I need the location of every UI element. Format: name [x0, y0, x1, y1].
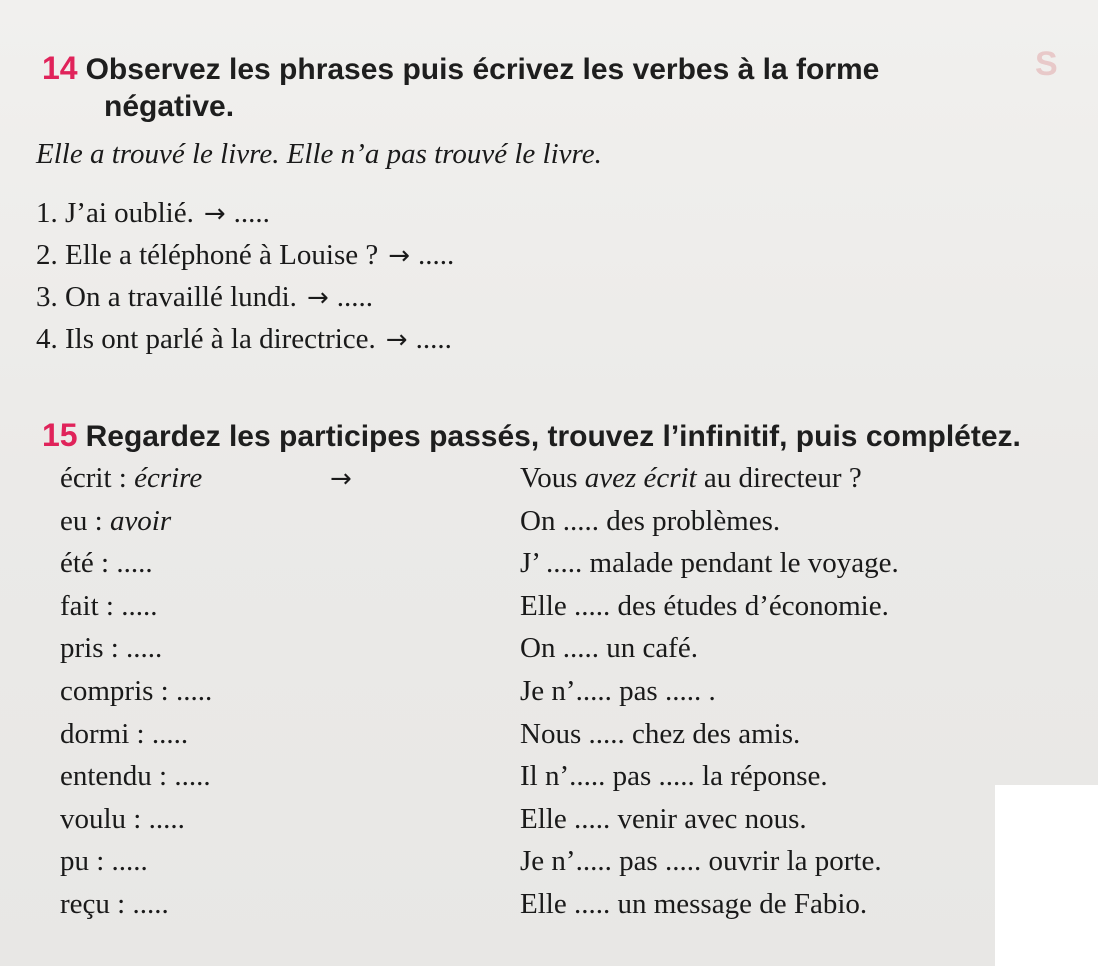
participle-text: voulu : .....	[60, 802, 185, 835]
exercise-14-item	[36, 239, 454, 272]
participle-cell	[60, 590, 157, 623]
participle-text: été : .....	[60, 547, 153, 580]
exercise-15-number: 15	[42, 417, 78, 453]
sentence-cell	[520, 675, 716, 708]
participle-cell	[60, 760, 211, 793]
show-through-decoration: S	[1035, 45, 1058, 83]
participle-text: écrit :	[60, 462, 135, 494]
arrow-icon: →	[306, 283, 329, 313]
sentence-cell	[520, 718, 800, 751]
participle-text: entendu : .....	[60, 760, 211, 793]
sentence-text: J’ ..... malade pendant le voyage.	[520, 547, 899, 580]
participle-text: reçu : .....	[60, 888, 169, 920]
sentence-text: Nous ..... chez des amis.	[520, 717, 801, 750]
sentence-text-end: au directeur ?	[696, 462, 862, 494]
answer-blank: .....	[336, 281, 373, 313]
sentence-text: On ..... des problèmes.	[520, 504, 781, 537]
participle-cell	[60, 632, 162, 665]
participle-text: compris : .....	[60, 675, 213, 707]
sentence-cell	[520, 462, 862, 495]
arrow-icon: →	[385, 325, 408, 355]
participle-cell	[60, 845, 148, 878]
arrow-icon: →	[203, 199, 226, 229]
sentence-cell	[520, 845, 882, 878]
participle-cell	[60, 718, 188, 751]
exercise-14-item-text: 4. Ils ont parlé à la directrice.	[36, 323, 376, 355]
sentence-text: On ..... un café.	[520, 632, 698, 665]
exercise-14-item-text: 2. Elle a téléphoné à Louise ?	[36, 239, 379, 271]
participle-cell	[60, 505, 171, 538]
participle-cell	[60, 803, 185, 836]
sentence-cell	[520, 632, 698, 665]
exercise-14-heading	[42, 50, 879, 125]
arrow-icon: →	[388, 241, 411, 271]
exercise-14-item	[36, 323, 452, 356]
sentence-text: Elle ..... des études d’économie.	[520, 589, 889, 622]
answer-blank: .....	[415, 323, 452, 355]
answer-blank: .....	[418, 239, 455, 271]
exercise-14-item-text: 1. J’ai oublié.	[36, 197, 194, 229]
exercise-14-number: 14	[42, 50, 78, 86]
exercise-14-item	[36, 281, 373, 314]
sentence-text: Elle ..... venir avec nous.	[520, 802, 807, 835]
participle-cell	[60, 547, 153, 580]
blank-paper-corner	[995, 785, 1098, 966]
sentence-cell	[520, 760, 828, 793]
exercise-15-heading	[42, 417, 1021, 455]
participle-cell	[60, 675, 212, 708]
sentence-cell	[520, 590, 889, 623]
sentence-cell	[520, 888, 867, 921]
sentence-verb-italic: avez écrit	[584, 462, 697, 494]
sentence-cell	[520, 547, 899, 580]
sentence-text: Elle ..... un message de Fabio.	[520, 888, 868, 920]
exercise-14-title-line2: négative.	[104, 90, 235, 123]
sentence-text: Je n’..... pas ..... .	[520, 675, 716, 707]
answer-blank: .....	[233, 197, 270, 229]
exercise-14-item-text: 3. On a travaillé lundi.	[36, 281, 297, 313]
participle-text: fait : .....	[60, 589, 158, 622]
sentence-cell	[520, 505, 780, 538]
sentence-text: Il n’..... pas ..... la réponse.	[520, 760, 828, 793]
participle-text: eu :	[60, 504, 110, 537]
show-through-decoration	[740, 140, 748, 174]
participle-text: pris : .....	[60, 632, 163, 665]
sentence-text: Vous	[520, 462, 585, 494]
exercise-14-example: Elle a trouvé le livre. Elle n’a pas trouvé le livre.	[36, 138, 602, 170]
participle-text: dormi : .....	[60, 717, 189, 750]
exercise-14-title-line1: Observez les phrases puis écrivez les verbes à la forme	[85, 53, 880, 86]
sentence-cell	[520, 803, 807, 836]
arrow-icon: →	[330, 464, 352, 494]
participle-text: pu : .....	[60, 845, 148, 878]
participle-cell	[60, 462, 202, 495]
infinitive-text: avoir	[109, 504, 172, 537]
infinitive-text: écrire	[134, 462, 203, 494]
exercise-15-title: Regardez les participes passés, trouvez l’infinitif, puis complétez.	[85, 420, 1021, 453]
participle-cell	[60, 888, 169, 921]
sentence-text: Je n’..... pas ..... ouvrir la porte.	[520, 845, 882, 878]
exercise-14-item	[36, 197, 270, 230]
